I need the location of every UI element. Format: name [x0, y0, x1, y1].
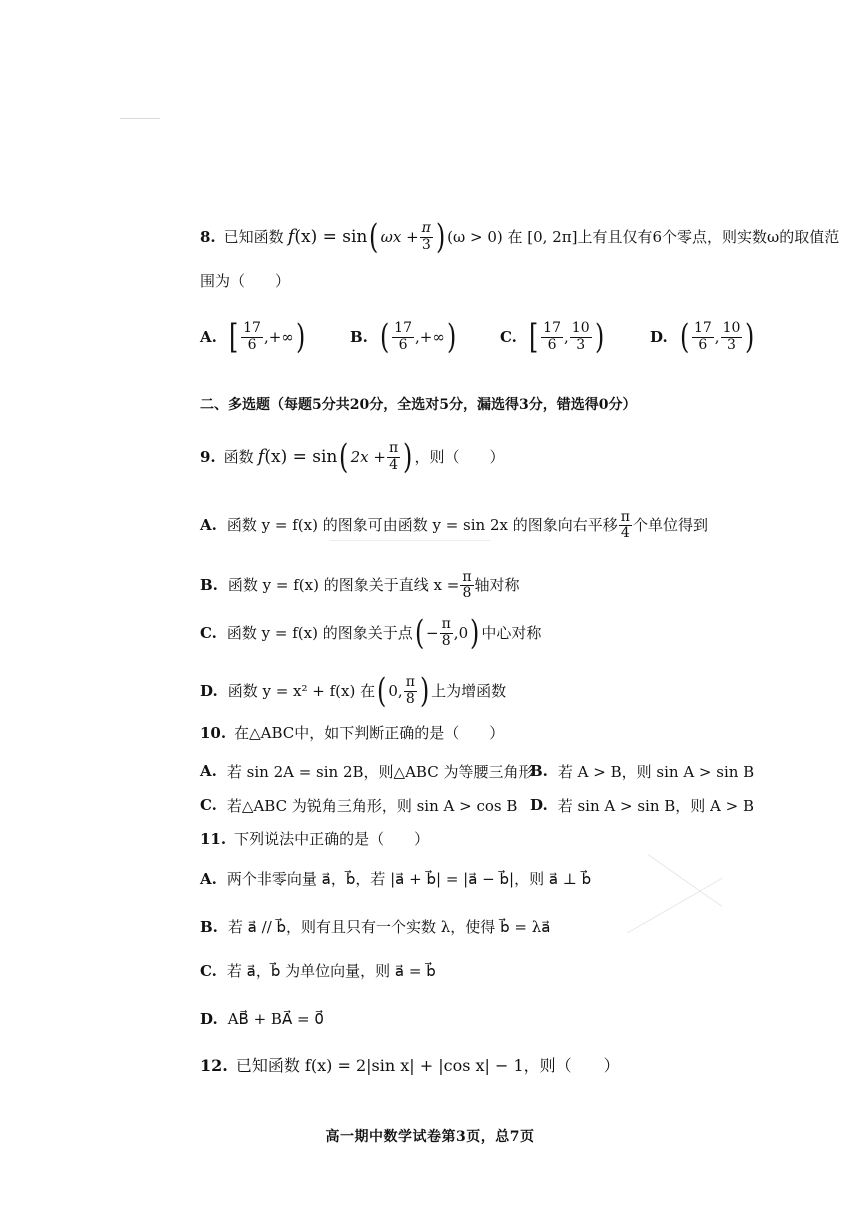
numerator: 17	[543, 320, 561, 337]
option-text: 若 a⃗，b⃗ 为单位向量，则 a⃗ = b⃗	[226, 962, 436, 980]
q11-option-a	[200, 872, 840, 887]
option-label: D.	[200, 1010, 218, 1028]
option-rest: ,+∞	[263, 328, 294, 346]
bracket-close: )	[446, 317, 457, 357]
numerator: 17	[243, 320, 261, 337]
q8-option-b	[350, 317, 458, 357]
option-text: 函数 y = f(x) 的图象可由函数 y = sin 2x 的图象向右平移	[226, 516, 618, 535]
q9-option-a	[200, 510, 840, 542]
section-heading: 二、多选题（每题5分共20分，全选对5分，漏选得3分，错选得0分）	[200, 397, 637, 413]
fraction	[541, 321, 563, 353]
q8-formula-part: (x) = sin	[294, 226, 368, 247]
option-label: A.	[200, 762, 217, 780]
fraction	[460, 570, 473, 602]
option-text: 若 sin A > sin B，则 A > B	[557, 796, 755, 815]
q10-option-c	[200, 795, 517, 816]
option-label: C.	[200, 796, 217, 814]
fraction	[619, 510, 632, 542]
denominator: 6	[547, 336, 557, 353]
q10-stem	[200, 726, 840, 741]
option-label: B.	[200, 576, 218, 595]
bracket-close: )	[594, 317, 604, 357]
q8-intro: 已知函数	[223, 227, 284, 246]
q10-option-a	[200, 761, 533, 782]
minus: −	[426, 623, 439, 642]
numerator: π	[620, 509, 630, 525]
paren-left: (	[369, 217, 379, 257]
comma: ,	[714, 328, 720, 346]
q10-row-cd	[200, 794, 840, 816]
bracket-close: )	[295, 317, 306, 357]
option-text: 函数 y = f(x) 的图象关于点	[226, 623, 413, 642]
question-number: 11.	[200, 830, 227, 848]
q8-stem	[200, 217, 840, 257]
denominator: 8	[405, 690, 415, 707]
fraction: $\frac{\pi}{3}$	[421, 220, 431, 253]
q12-stem	[200, 1058, 840, 1074]
option-text: 函数 y = f(x) 的图象关于直线 x =	[227, 576, 460, 595]
q10-option-d	[530, 795, 754, 816]
option-label: B.	[530, 762, 548, 780]
paren-right: )	[435, 217, 446, 257]
denominator: 3	[727, 336, 736, 353]
paren-left: (	[377, 671, 387, 711]
q9-stem	[200, 437, 840, 477]
option-text: 上为增函数	[431, 681, 507, 700]
paren-right: )	[403, 437, 413, 477]
option-text: 轴对称	[474, 576, 520, 595]
fraction	[570, 321, 592, 353]
q8-continuation-text: 围为（ ）	[200, 272, 291, 290]
option-label: D.	[530, 796, 548, 814]
bracket-close: )	[745, 317, 755, 357]
denominator: 8	[462, 585, 472, 602]
numerator: π	[462, 569, 472, 585]
question-number: 12.	[200, 1056, 228, 1075]
numerator: π	[405, 674, 415, 691]
option-label: D.	[200, 681, 218, 700]
q9-option-c	[200, 613, 840, 653]
bracket-open: [	[228, 317, 239, 357]
denominator: 3	[576, 336, 586, 353]
option-text: 个单位得到	[632, 516, 708, 535]
q12-stem-text: 已知函数 f(x) = 2|sin x| + |cos x| − 1，则（ ）	[235, 1056, 620, 1075]
option-label: C.	[200, 623, 217, 642]
option-text: 若△ABC 为锐角三角形，则 sin A > cos B	[226, 796, 518, 815]
q8-option-a	[200, 317, 307, 357]
interval-zero: 0,	[388, 681, 403, 700]
q10-option-b	[530, 761, 754, 782]
q10-row-ab	[200, 760, 840, 782]
q10-stem-text: 在△ABC中，如下判断正确的是（ ）	[234, 724, 505, 742]
q8-option-d	[650, 317, 757, 357]
q9-formula-part: (x) = sin	[264, 446, 338, 467]
denominator: 6	[698, 336, 708, 353]
q11-option-c	[200, 964, 840, 979]
fraction	[241, 321, 263, 353]
q9-stem-pre: 函数	[223, 447, 254, 466]
q11-option-d	[200, 1012, 840, 1027]
numerator: 10	[571, 320, 590, 337]
denominator: 4	[620, 525, 630, 542]
q8-function: f	[287, 226, 295, 247]
option-text: AB⃗ + BA⃗ = 0⃗	[227, 1010, 324, 1028]
q9-option-b	[200, 570, 840, 602]
paren-left: (	[414, 613, 425, 653]
option-label: C.	[200, 962, 217, 980]
option-text: 若 sin 2A = sin 2B，则△ABC 为等腰三角形	[226, 762, 534, 781]
q8-continuation	[200, 274, 840, 289]
q8-formula-part: (ω > 0) 在 [0, 2π]	[447, 227, 578, 246]
q9-function: f	[257, 446, 265, 467]
bracket-open: (	[679, 317, 689, 357]
page-footer: 高一期中数学试卷第3页，总7页	[325, 1129, 535, 1145]
scan-mark	[120, 118, 160, 119]
option-label: A.	[200, 870, 217, 888]
fraction: $\frac{\pi}{4}$	[388, 440, 399, 473]
option-text: 中心对称	[481, 623, 542, 642]
fraction	[440, 617, 453, 649]
q11-option-b	[200, 920, 840, 935]
q8-options	[200, 315, 840, 359]
option-label: A.	[200, 328, 217, 346]
bracket-open: (	[379, 317, 390, 357]
numerator: π	[441, 616, 451, 633]
option-text: 两个非零向量 a⃗，b⃗，若 |a⃗ + b⃗| = |a⃗ − b⃗|，则 a⃗ ⊥ b⃗	[226, 870, 592, 888]
option-text: 函数 y = x² + f(x) 在	[227, 681, 376, 700]
paren-right: )	[419, 671, 430, 711]
option-text: 若 A > B，则 sin A > sin B	[557, 762, 755, 781]
denominator: 8	[441, 632, 451, 649]
numerator: 17	[394, 320, 412, 337]
q8-condition: 上有且仅有6个零点，则实数ω的取值范	[577, 227, 840, 246]
q8-formula-part: ωx +	[380, 227, 419, 246]
fraction	[404, 675, 417, 707]
option-label: C.	[500, 328, 517, 346]
numerator: 10	[722, 320, 741, 337]
fraction	[692, 321, 714, 353]
comma: ,	[564, 328, 569, 346]
denominator: 6	[247, 336, 257, 353]
q9-stem-post: ，则（ ）	[414, 447, 505, 466]
option-text: 若 a⃗ // b⃗，则有且只有一个实数 λ，使得 b⃗ = λa⃗	[227, 918, 551, 936]
option-rest: ,+∞	[415, 328, 445, 346]
q11-stem-text: 下列说法中正确的是（ ）	[234, 830, 430, 848]
fraction	[721, 321, 743, 353]
option-label: A.	[200, 516, 217, 535]
fraction	[392, 321, 414, 353]
option-label: D.	[650, 328, 668, 346]
question-number: 9.	[200, 447, 216, 466]
q8-option-c	[500, 317, 606, 357]
paren-left: (	[339, 437, 349, 477]
q11-stem	[200, 832, 840, 847]
option-label: B.	[350, 328, 368, 346]
q9-option-d	[200, 671, 840, 711]
q9-formula-part: 2x +	[350, 447, 386, 466]
option-label: B.	[200, 918, 218, 936]
point-zero: ,0	[453, 623, 469, 642]
bracket-open: [	[528, 317, 539, 357]
numerator: 17	[693, 320, 712, 337]
denominator: 6	[398, 336, 408, 353]
question-number: 10.	[200, 724, 227, 742]
paren-right: )	[470, 613, 480, 653]
question-number: 8.	[200, 227, 216, 246]
